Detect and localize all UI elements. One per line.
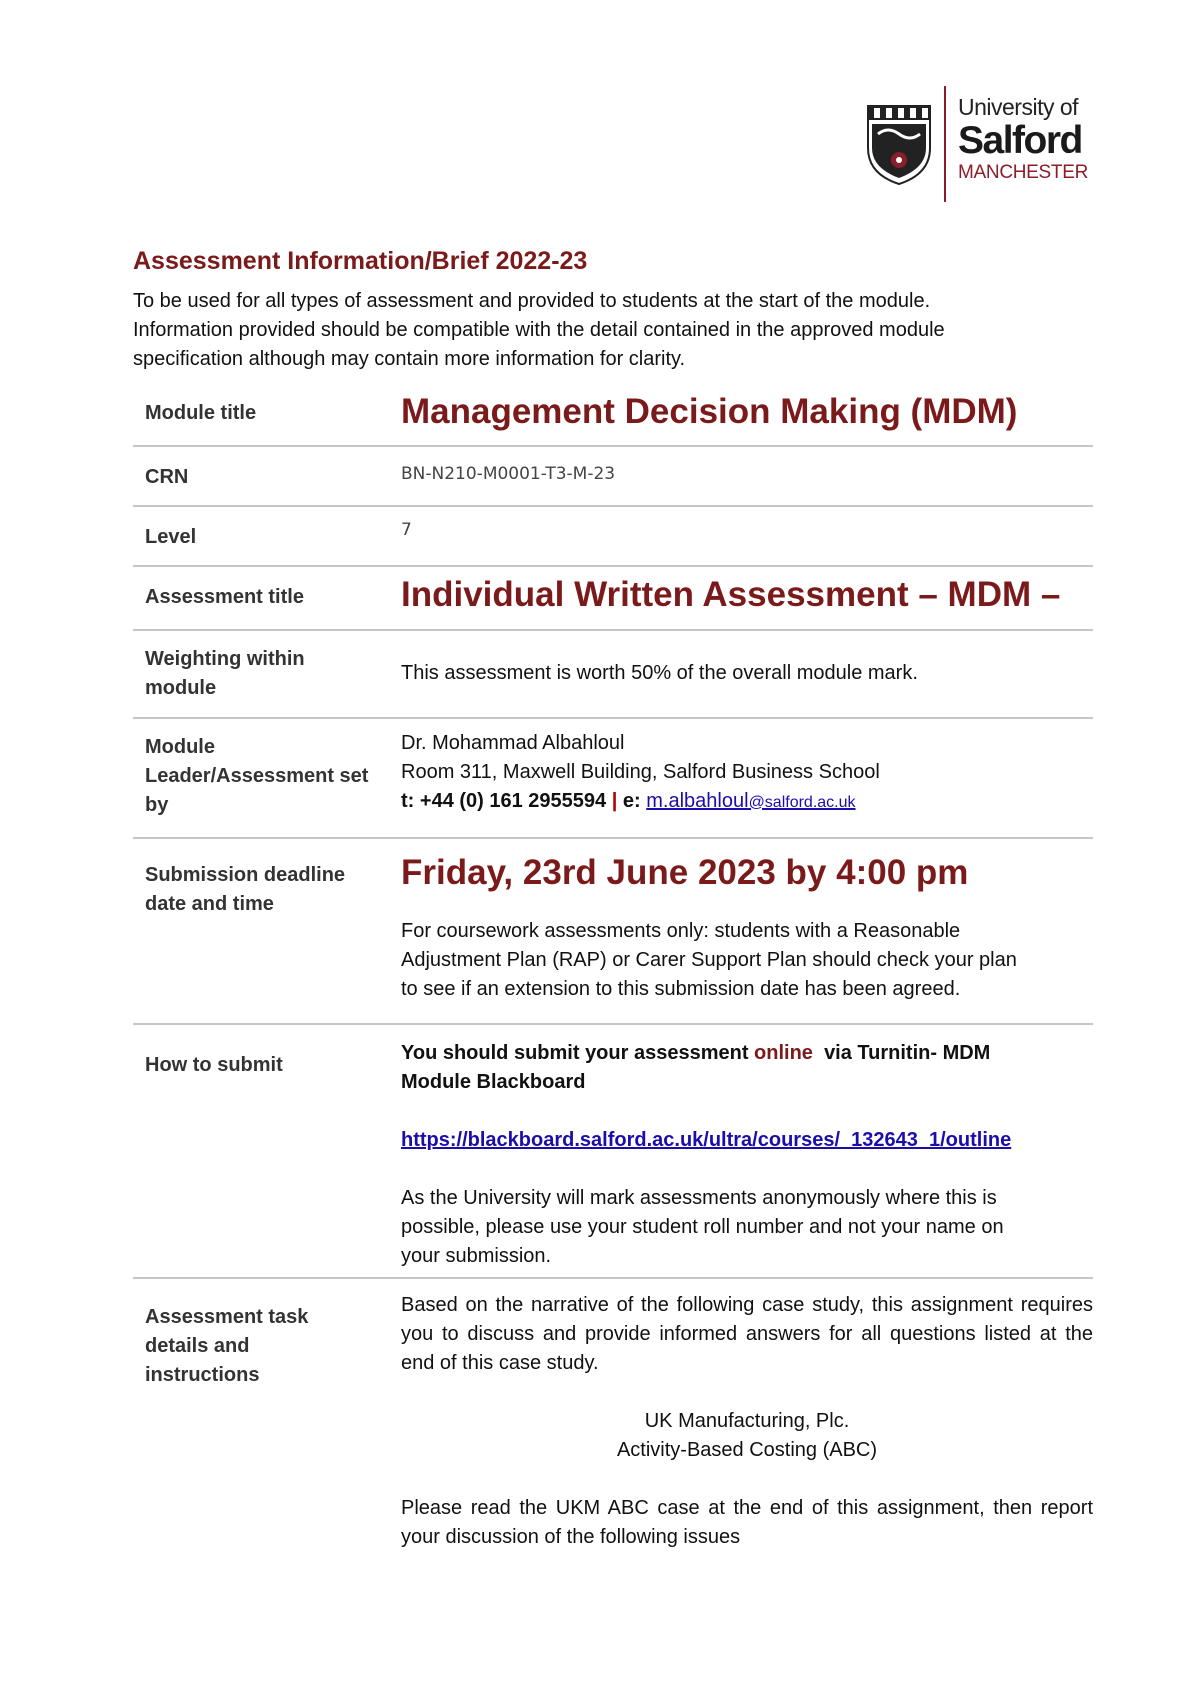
leader-name: Dr. Mohammad Albahloul	[401, 732, 625, 754]
deadline-note: Adjustment Plan (RAP) or Carer Support Plan should check your plan	[401, 949, 1017, 971]
weighting-label: Weighting within	[145, 648, 305, 670]
row-label	[133, 630, 401, 718]
row-value	[401, 630, 1093, 718]
task-paragraph: Based on the narrative of the following case study, this assignment requires you to discuss and provide informed answers for all questions listed at the end of this case study.	[401, 1294, 1093, 1374]
submit-online: online	[754, 1042, 813, 1064]
row-value	[401, 718, 1093, 838]
leader-room: Room 311, Maxwell Building, Salford Business School	[401, 761, 880, 783]
blackboard-link[interactable]: https://blackboard.salford.ac.uk/ultra/courses/_132643_1/outline	[401, 1129, 1012, 1151]
intro-line: specification although may contain more information for clarity.	[133, 348, 686, 370]
row-value	[401, 446, 1093, 506]
weighting-label: module	[145, 677, 217, 699]
case-title: UK Manufacturing, Plc.	[644, 1410, 850, 1432]
anon-note: possible, please use your student roll number and not your name on	[401, 1216, 1004, 1238]
crn-value: BN-N210-M0001-T3-M-23	[401, 464, 616, 484]
table-row	[133, 506, 1093, 566]
table-row	[133, 1024, 1093, 1278]
row-value	[401, 838, 1093, 1024]
case-subtitle: Activity-Based Costing (ABC)	[616, 1439, 878, 1461]
email-domain: @salford.ac.uk	[748, 794, 856, 811]
logo-divider	[944, 86, 946, 202]
row-label	[133, 1024, 401, 1278]
leader-contact	[401, 787, 1093, 817]
university-logo	[866, 86, 1089, 204]
phone-prefix: t:	[401, 790, 415, 812]
row-label	[133, 566, 401, 630]
table-row	[133, 838, 1093, 1024]
submit-text: You should submit your assessment	[401, 1042, 749, 1064]
email-user: m.albahloul	[646, 790, 749, 812]
phone-number: +44 (0) 161 2955594	[419, 790, 607, 812]
row-label	[133, 718, 401, 838]
logo-line3: MANCHESTER	[958, 162, 1089, 183]
weighting-value: This assessment is worth 50% of the overall module mark.	[401, 662, 918, 684]
anon-note: your submission.	[401, 1245, 552, 1267]
row-label	[133, 1278, 401, 1552]
assessment-info-table	[133, 386, 1093, 1552]
module-title-label: Module title	[145, 402, 257, 424]
row-value	[401, 1278, 1093, 1552]
crn-label: CRN	[145, 466, 189, 488]
anon-note: As the University will mark assessments anonymously where this is	[401, 1187, 997, 1209]
crest-icon	[866, 104, 932, 186]
email-prefix: e:	[622, 790, 641, 812]
table-row	[133, 566, 1093, 630]
contact-separator: |	[611, 790, 618, 812]
task-paragraph: Please read the UKM ABC case at the end of this assignment, then report your discussion of the following issues	[401, 1497, 1093, 1548]
table-row	[133, 446, 1093, 506]
level-label: Level	[145, 526, 197, 548]
leader-label: by	[145, 794, 169, 816]
intro-line: Information provided should be compatible with the detail contained in the approved module	[133, 319, 945, 341]
submit-line	[401, 1039, 1093, 1068]
deadline-label: Submission deadline	[145, 864, 346, 886]
deadline-value: Friday, 23rd June 2023 by 4:00 pm	[401, 853, 969, 892]
row-label	[133, 838, 401, 1024]
deadline-note: to see if an extension to this submission date has been agreed.	[401, 978, 961, 1000]
row-label	[133, 446, 401, 506]
logo-wordmark	[958, 96, 1088, 182]
task-label: instructions	[145, 1364, 260, 1386]
leader-label: Leader/Assessment set	[145, 765, 369, 787]
table-row	[133, 718, 1093, 838]
row-value	[401, 566, 1093, 630]
submit-text: via Turnitin- MDM	[824, 1042, 991, 1064]
row-value	[401, 1024, 1093, 1278]
module-title-value: Management Decision Making (MDM)	[401, 392, 1018, 431]
intro-line: To be used for all types of assessment and provided to students at the start of the module.	[133, 290, 931, 312]
table-row	[133, 630, 1093, 718]
assessment-title-value: Individual Written Assessment – MDM –	[401, 575, 1061, 614]
row-value	[401, 506, 1093, 566]
table-row	[133, 386, 1093, 446]
logo-line1: University of	[958, 94, 1079, 120]
level-value: 7	[401, 520, 412, 540]
submit-label: How to submit	[145, 1054, 283, 1076]
table-row	[133, 1278, 1093, 1552]
intro-text	[133, 287, 1093, 374]
logo-line2: Salford	[958, 119, 1082, 162]
deadline-note: For coursework assessments only: students with a Reasonable	[401, 920, 961, 942]
assessment-title-label: Assessment title	[145, 586, 304, 608]
page-title: Assessment Information/Brief 2022-23	[133, 247, 588, 275]
row-value	[401, 386, 1093, 446]
leader-label: Module	[145, 736, 215, 758]
task-label: Assessment task	[145, 1306, 309, 1328]
row-label	[133, 506, 401, 566]
row-label	[133, 386, 401, 446]
task-label: details and	[145, 1335, 250, 1357]
deadline-label: date and time	[145, 893, 274, 915]
submit-line: Module Blackboard	[401, 1071, 586, 1093]
email-link[interactable]	[646, 790, 855, 812]
